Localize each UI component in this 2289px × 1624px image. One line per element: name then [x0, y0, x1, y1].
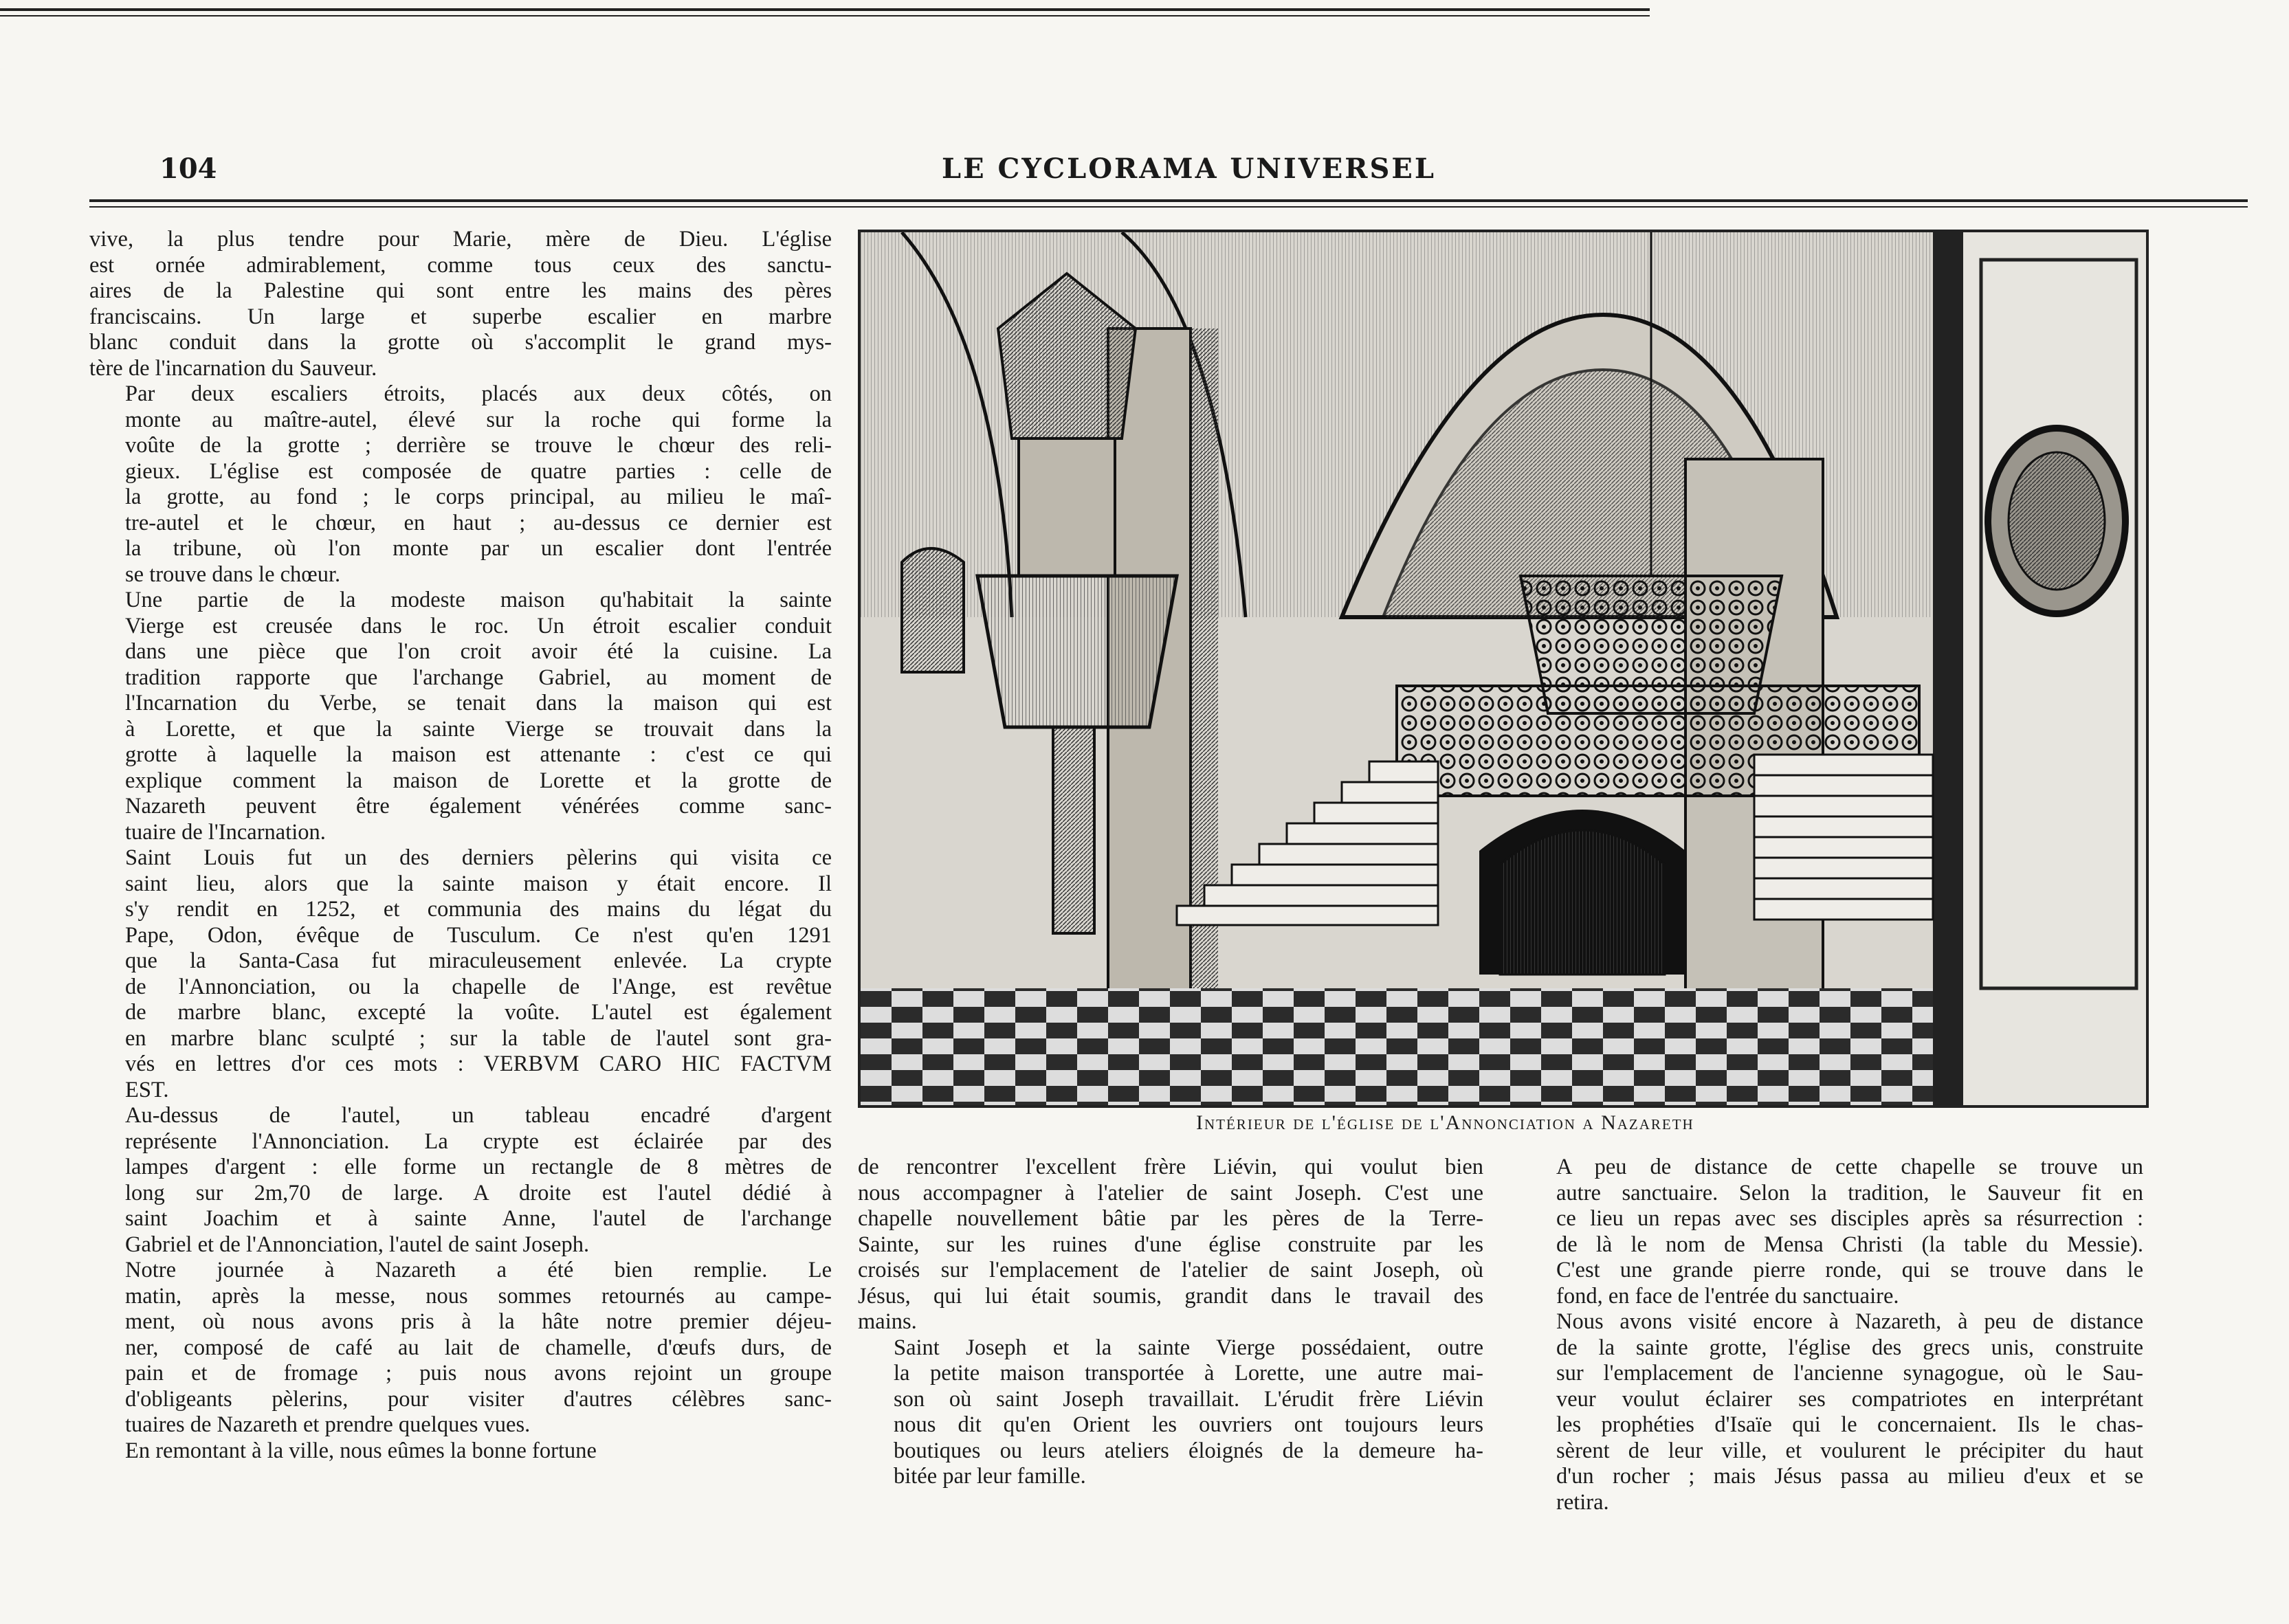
paragraph: [1521, 1309, 2143, 1515]
text-line: Gabriel et de l'Annonciation, l'autel de saint Joseph.: [125, 1232, 590, 1257]
text-line: fond, en face de l'entrée du sanctuaire.: [1556, 1283, 1899, 1309]
text-line: Jésus, qui lui était soumis, grandit dans le travail des: [858, 1283, 1483, 1309]
text-line: Notre journée à Nazareth a été bien remplie. Le: [125, 1258, 832, 1282]
text-line: ner, composé de café au lait de chamelle, d'œufs durs, de: [125, 1335, 832, 1360]
text-line: voûte de la grotte ; derrière se trouve le chœur des reli-: [125, 433, 832, 458]
text-line: de rencontrer l'excellent frère Liévin, qui voulut bien: [858, 1155, 1483, 1179]
text-line: matin, après la messe, nous sommes retournés au campe-: [125, 1283, 832, 1309]
left-text-column: [89, 227, 832, 1464]
figure-caption: Intérieur de l'église de l'Annonciation a Nazareth: [1196, 1111, 1694, 1134]
paragraph: [89, 1103, 832, 1258]
text-line: sèrent de leur ville, et voulurent le précipiter du haut: [1556, 1438, 2143, 1463]
text-line: tradition rapporte que l'archange Gabriel, au moment de: [125, 665, 832, 690]
text-line: vive, la plus tendre pour Marie, mère de Dieu. L'église: [89, 227, 832, 252]
text-line: les prophéties d'Isaïe qui le concernaient. Ils le chas-: [1556, 1412, 2143, 1437]
text-line: croisés sur l'emplacement de l'atelier de saint Joseph, où: [858, 1258, 1483, 1282]
text-line: pain et de fromage ; puis nous avons rejoint un groupe: [125, 1361, 832, 1386]
text-line: Saint Joseph et la sainte Vierge possédaient, outre: [894, 1335, 1483, 1360]
text-line: bitée par leur famille.: [894, 1464, 1086, 1489]
paragraph: [89, 845, 832, 1103]
text-line: Nous avons visité encore à Nazareth, à peu de distance: [1556, 1309, 2143, 1334]
paragraph: [858, 1155, 1483, 1335]
paragraph: [858, 1335, 1483, 1490]
text-line: retira.: [1556, 1489, 1609, 1515]
paragraph: [89, 1438, 832, 1465]
running-title: LE CYCLORAMA UNIVERSEL: [942, 153, 1436, 185]
text-line: EST.: [125, 1077, 169, 1102]
text-line: de marbre blanc, excepté la voûte. L'autel est également: [125, 1000, 832, 1025]
text-line: que la Santa-Casa fut miraculeusement enlevée. La crypte: [125, 948, 832, 973]
text-line: ce lieu un repas avec ses disciples après sa résurrection :: [1556, 1206, 2143, 1231]
text-line: l'Incarnation du Verbe, se tenait dans la maison qui est: [125, 691, 832, 715]
text-line: monte au maître-autel, élevé sur la roche qui forme la: [125, 407, 832, 432]
page-number: 104: [159, 153, 217, 185]
paragraph: [89, 227, 832, 381]
text-line: veur voulut éclairer ses compatriotes en interprétant: [1556, 1386, 2143, 1412]
text-line: aires de la Palestine qui sont entre les mains des pères: [89, 278, 832, 303]
text-line: sur l'emplacement de l'ancienne synagogue, où le Sau-: [1556, 1361, 2143, 1386]
text-line: de la sainte grotte, l'église des grecs unis, construite: [1556, 1335, 2143, 1360]
text-line: C'est une grande pierre ronde, qui se trouve dans le: [1556, 1258, 2143, 1282]
header-rule-thin: [89, 206, 2248, 208]
text-line: A peu de distance de cette chapelle se trouve un: [1556, 1155, 2143, 1179]
paragraph: [1521, 1155, 2143, 1309]
text-line: boutiques ou leurs ateliers éloignés de la demeure ha-: [894, 1438, 1483, 1463]
text-line: nous accompagner à l'atelier de saint Joseph. C'est une: [858, 1180, 1483, 1205]
middle-text-column: [858, 1155, 1483, 1490]
paragraph: [89, 381, 832, 588]
text-line: ment, où nous avons pris à la hâte notre premier déjeu-: [125, 1309, 832, 1334]
text-line: d'un rocher ; mais Jésus passa au milieu d'eux et se: [1556, 1464, 2143, 1489]
text-line: saint lieu, alors que la sainte maison y était encore. Il: [125, 871, 832, 896]
text-line: Sainte, sur les ruines d'une église construite par les: [858, 1232, 1483, 1257]
text-line: tère de l'incarnation du Sauveur.: [89, 355, 377, 381]
text-line: de l'Annonciation, ou la chapelle de l'Ange, est revêtue: [125, 974, 832, 999]
text-line: la tribune, où l'on monte par un escalier dont l'entrée: [125, 536, 832, 561]
text-line: d'obligeants pèlerins, pour visiter d'autres célèbres sanc-: [125, 1386, 832, 1412]
paragraph: [89, 588, 832, 845]
right-text-column: [1521, 1155, 2143, 1515]
text-line: Vierge est creusée dans le roc. Un étroit escalier conduit: [125, 613, 832, 638]
header-rule-thick: [89, 199, 2248, 202]
text-line: son où saint Joseph travaillait. L'érudit frère Liévin: [894, 1386, 1483, 1412]
text-line: la grotte, au fond ; le corps principal, au milieu le maî-: [125, 485, 832, 509]
text-line: tuaire de l'Incarnation.: [125, 819, 326, 845]
text-line: la petite maison transportée à Lorette, une autre mai-: [894, 1361, 1483, 1386]
text-line: à Lorette, et que la sainte Vierge se trouvait dans la: [125, 716, 832, 742]
text-line: Saint Louis fut un des derniers pèlerins qui visita ce: [125, 845, 832, 870]
text-line: Une partie de la modeste maison qu'habitait la sainte: [125, 588, 832, 612]
text-line: tre-autel et le chœur, en haut ; au-dessus ce dernier est: [125, 510, 832, 535]
text-line: chapelle nouvellement bâtie par les pères de la Terre-: [858, 1206, 1483, 1231]
text-line: long sur 2m,70 de large. A droite est l'autel dédié à: [125, 1180, 832, 1205]
text-line: représente l'Annonciation. La crypte est éclairée par des: [125, 1128, 832, 1154]
text-line: mains.: [858, 1309, 917, 1334]
top-border-rule-thin: [0, 15, 1650, 16]
text-line: saint Joachim et à sainte Anne, l'autel de l'archange: [125, 1206, 832, 1231]
text-line: vés en lettres d'or ces mots : VERBVM CARO HIC FACTVM: [125, 1052, 832, 1076]
running-header: [0, 153, 2289, 194]
text-line: de là le nom de Mensa Christi (la table du Messie).: [1556, 1232, 2143, 1257]
text-line: en marbre blanc sculpté ; sur la table de l'autel sont gra-: [125, 1025, 832, 1051]
text-line: Pape, Odon, évêque de Tusculum. Ce n'est qu'en 1291: [125, 922, 832, 948]
top-border-rule: [0, 8, 1650, 11]
text-line: Par deux escaliers étroits, placés aux deux côtés, on: [125, 381, 832, 406]
text-line: franciscains. Un large et superbe escalier en marbre: [89, 304, 832, 329]
text-line: se trouve dans le chœur.: [125, 561, 341, 587]
text-line: blanc conduit dans la grotte où s'accomplit le grand mys-: [89, 330, 832, 355]
text-line: est ornée admirablement, comme tous ceux des sanctu-: [89, 252, 832, 278]
text-line: En remontant à la ville, nous eûmes la bonne fortune: [125, 1438, 597, 1463]
text-line: gieux. L'église est composée de quatre parties : celle de: [125, 458, 832, 484]
church-interior-engraving: [858, 230, 2149, 1108]
text-line: lampes d'argent : elle forme un rectangle de 8 mètres de: [125, 1155, 832, 1179]
text-line: s'y rendit en 1252, et communia des mains du légat du: [125, 897, 832, 922]
engraving-illustration: [861, 232, 2146, 1105]
paragraph: [89, 1258, 832, 1438]
text-line: dans une pièce que l'on croit avoir été la cuisine. La: [125, 639, 832, 664]
text-line: autre sanctuaire. Selon la tradition, le Sauveur fit en: [1556, 1180, 2143, 1205]
text-line: tuaires de Nazareth et prendre quelques vues.: [125, 1412, 531, 1437]
text-line: nous dit qu'en Orient les ouvriers ont toujours leurs: [894, 1412, 1483, 1437]
text-line: Au-dessus de l'autel, un tableau encadré d'argent: [125, 1103, 832, 1128]
text-line: grotte à laquelle la maison est attenante : c'est ce qui: [125, 742, 832, 767]
text-line: Nazareth peuvent être également vénérées comme sanc-: [125, 794, 832, 819]
text-line: explique comment la maison de Lorette et la grotte de: [125, 768, 832, 793]
